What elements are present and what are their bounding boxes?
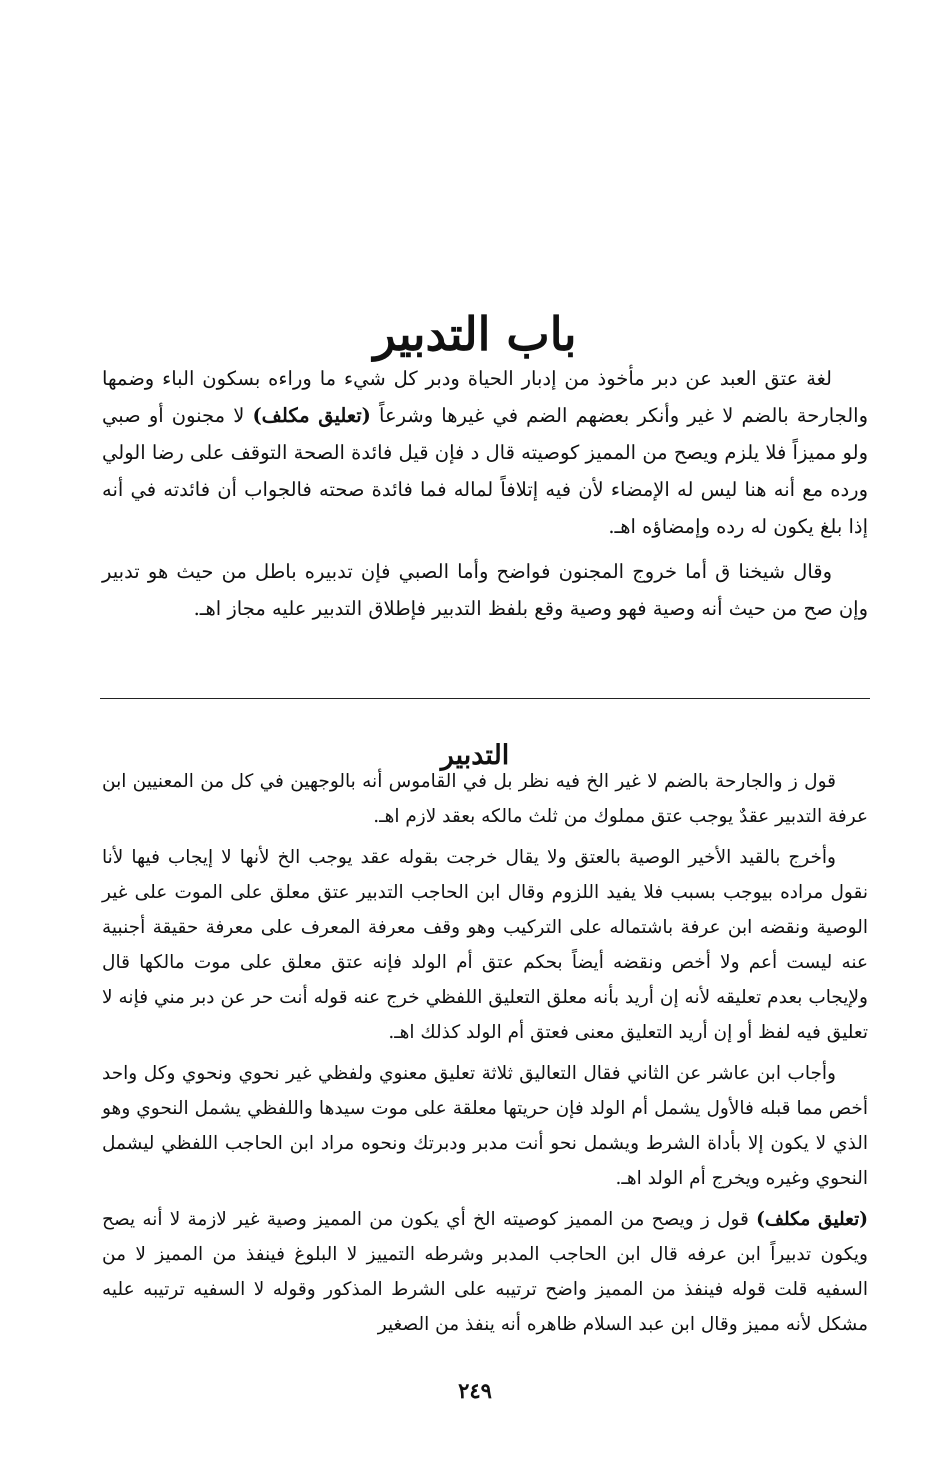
notes-paragraph-1: قول ز والجارحة بالضم لا غير الخ فيه نظر بل في القاموس أنه بالوجهين في كل من المعنيين ابن عرفة التدبير عقدٌ يوجب عتق مملوك من ثلث مالكه بعقد لازم اهـ.: [102, 771, 868, 827]
notes-paragraph-4: [102, 1202, 868, 1342]
main-paragraph-1-lemma: (تعليق مكلف): [252, 404, 371, 427]
main-paragraph-1-part-b: لا مجنون أو صبي ولو مميزاً فلا يلزم ويصح من المميز كوصيته قال د فإن قيل فائدة الصحة التوقف على رضا الولي ورده مع أنه هنا ليس له الإمضاء لأن فيه إتلافاً لماله فما فائدة صحته فالجواب أن فائدته في أنه إذا بلغ يكون له رده وإمضاؤه اهـ.: [102, 404, 868, 538]
chapter-title: باب التدبير: [373, 306, 577, 361]
notes-paragraph-4-body: قول ز ويصح من المميز كوصيته الخ أي يكون من المميز وصية غير لازمة لا أنه يصح ويكون تدبيراً ابن عرفه قال ابن الحاجب المدبر وشرطه التمييز لا البلوغ فينفذ من المميز لا من السفيه قلت قوله فينفذ من المميز واضح ترتيبه على الشرط المذكور وقوله لا السفيه ترتيبه عليه مشكل لأنه مميز وقال ابن عبد السلام ظاهره أنه ينفذ من الصغير: [102, 1209, 868, 1335]
notes-paragraph-3: وأجاب ابن عاشر عن الثاني فقال التعاليق ثلاثة تعليق معنوي ولفظي غير نحوي ونحوي وكل واحد أخص مما قبله فالأول يشمل أم الولد فإن حريتها معلقة على موت سيدها واللفظي يشمل النحوي وهو الذي لا يكون إلا بأداة الشرط ويشمل نحو أنت مدبر ودبرتك ونحوه مراد ابن الحاجب اللفظي ليشمل النحوي وغيره ويخرج أم الولد اهـ.: [102, 1063, 868, 1189]
main-text: [102, 360, 868, 635]
notes-paragraph-4-lemma: (تعليق مكلف): [756, 1209, 868, 1230]
main-paragraph-1: [102, 360, 868, 545]
section-divider: [100, 698, 870, 699]
notes-paragraph-2: وأخرج بالقيد الأخير الوصية بالعتق ولا يقال خرجت بقوله عقد يوجب الخ لأنها لا إيجاب فيها لأنا نقول مراده بيوجب بسبب فلا يفيد اللزوم وقال ابن الحاجب التدبير عتق معلق على الموت على غير الوصية ونقضه ابن عرفة باشتماله على التركيب وهو وقف معرفة المعرف على معرفة حقيقة أجنبية عنه ليست أعم ولا أخص ونقضه أيضاً بحكم عتق أم الولد فإنه عتق معلق على موت مالكها قال ولإيجاب بعدم تعليقه لأنه إن أريد بأنه معلق التعليق اللفظي خرج عنه قوله أنت حر عن دبر مني فإنه لا تعليق فيه لفظ أو إن أريد التعليق معنى فعتق أم الولد كذلك اهـ.: [102, 847, 868, 1043]
page-number: ٢٤٩: [458, 1378, 492, 1403]
main-paragraph-1-part-a: لغة عتق العبد عن دبر مأخوذ من إدبار الحياة ودبر كل شيء ما وراءه بسكون الباء وضمها والجارحة بالضم لا غير وأنكر بعضهم الضم في غيرها وشرعاً: [102, 367, 868, 427]
main-paragraph-2: وقال شيخنا ق أما خروج المجنون فواضح وأما الصبي فإن تدبيره باطل من حيث هو تدبير وإن صح من حيث أنه وصية فهو وصية وقع بلفظ التدبير فإطلاق التدبير عليه مجاز اهـ.: [102, 560, 868, 620]
notes-text: [102, 764, 868, 1348]
notes-title: التدبير: [440, 740, 510, 772]
